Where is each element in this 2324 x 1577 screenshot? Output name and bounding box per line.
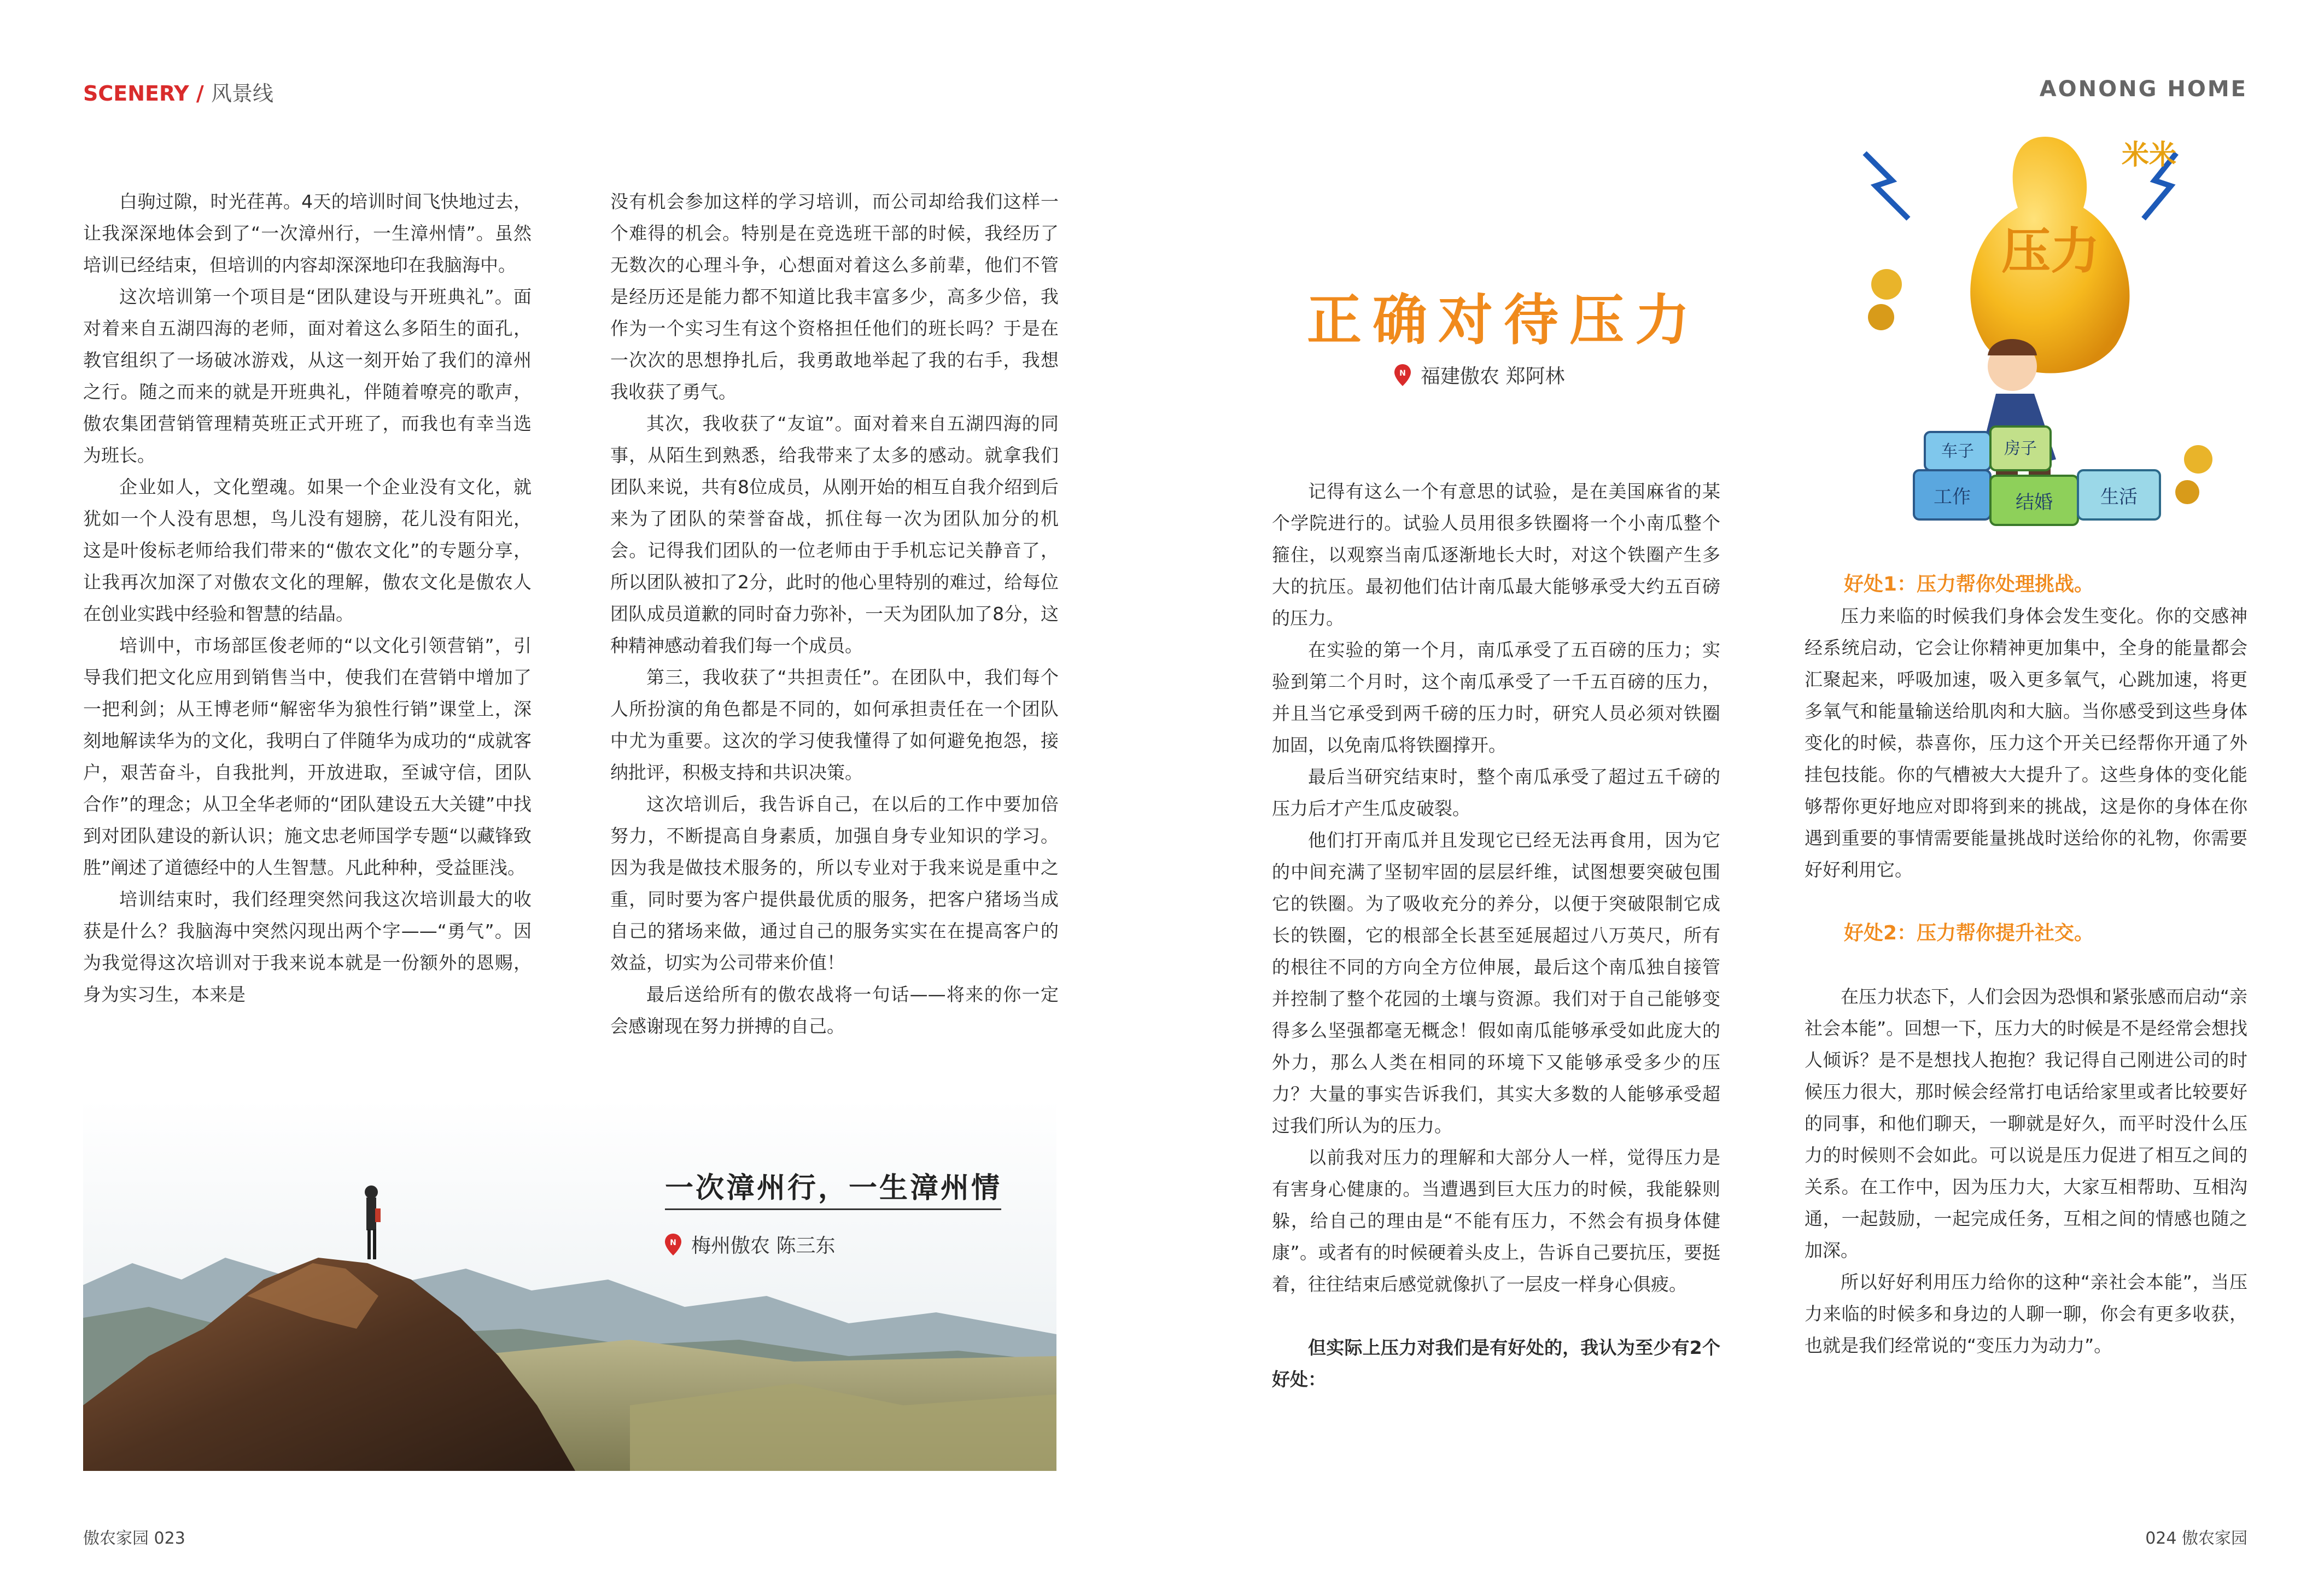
block-label: 车子: [1941, 442, 1974, 461]
paragraph: 最后当研究结束时，整个南瓜承受了超过五千磅的压力后才产生瓜皮破裂。: [1272, 766, 1720, 819]
section-label-en: SCENERY: [83, 81, 189, 106]
location-pin-icon: [665, 1234, 681, 1255]
article2-author: 福建傲农 郑阿林: [1421, 365, 1565, 388]
paragraph: 最后送给所有的傲农战将一句话——将来的你一定会感谢现在努力拼搏的自己。: [610, 984, 1059, 1037]
pressure-illustration: [1848, 120, 2231, 558]
article2-column2: [1805, 573, 2247, 1362]
paragraph: 所以好好利用压力给你的这种“亲社会本能”，当压力来临的时候多和身边的人聊一聊，你会有更多收获，也就是我们经常说的“变压力为动力”。: [1805, 1271, 2247, 1356]
svg-text:N: N: [1399, 369, 1406, 378]
section-label-cn: 风景线: [211, 81, 274, 106]
paragraph: 没有机会参加这样的学习培训，而公司却给我们这样一个难得的机会。特别是在竞选班干部的时候，我经历了无数次的心理斗争，心想面对着这么多前辈，他们不管是经历还是能力都不知道比我丰富多少，高多少倍，我作为一个实习生有这个资格担任他们的班长吗？于是在一次次的思想挣扎后，我勇敢地举起了我的右手，我想我收获了勇气。: [610, 191, 1059, 402]
page-number-right: 024 傲农家园: [2145, 1529, 2247, 1548]
article1-column1: [83, 186, 532, 1011]
spacer: [1805, 886, 2247, 918]
paragraph: 白驹过隙，时光荏苒。4天的培训时间飞快地过去，让我深深地体会到了“一次漳州行，一生漳州情”。虽然培训已经结束，但培训的内容却深深地印在我脑海中。: [83, 191, 532, 276]
paragraph: 第三，我收获了“共担责任”。在团队中，我们每个人所扮演的角色都是不同的，如何承担责任在一个团队中尤为重要。这次的学习使我懂得了如何避免抱怨，接纳批评，积极支持和共识决策。: [610, 667, 1059, 783]
svg-text:N: N: [670, 1238, 676, 1247]
article1-author: 梅州傲农 陈三东: [691, 1235, 836, 1257]
pressure-word: 压力: [2001, 223, 2100, 280]
paragraph: 在实验的第一个月，南瓜承受了五百磅的压力；实验到第二个月时，这个南瓜承受了一千五百磅的压力，并且当它承受到两千磅的压力时，研究人员必须对铁圈加固，以免南瓜将铁圈撑开。: [1272, 639, 1720, 756]
article1-title: 一次漳州行，一生漳州情: [665, 1172, 1002, 1205]
article2-column1: [1272, 476, 1720, 1395]
paragraph: 这次培训后，我告诉自己，在以后的工作中要加倍努力，不断提高自身素质，加强自身专业知识的学习。因为我是做技术服务的，所以专业对于我来说是重中之重，同时要为客户提供最优质的服务，把客户猪场当成自己的猪场来做，通过自己的服务实实在在提高客户的效益，切实为公司带来价值！: [610, 793, 1059, 973]
paragraph: 压力来临的时候我们身体会发生变化。你的交感神经系统启动，它会让你精神更加集中，全身的能量都会汇聚起来，呼吸加速，吸入更多氧气，心跳加速，将更多氧气和能量输送给肌肉和大脑。当你感受到这些身体变化的时候，恭喜你，压力这个开关已经帮你开通了外挂包技能。你的气槽被大大提升了。这些身体的变化能够帮你更好地应对即将到来的挑战，这是你的身体在你遇到重要的事情需要能量挑战时送给你的礼物，你需要好好利用它。: [1805, 605, 2247, 880]
article1-column2: [610, 186, 1059, 1042]
paragraph: 其次，我收获了“友谊”。面对着来自五湖四海的同事，从陌生到熟悉，给我带来了太多的感动。就拿我们团队来说，共有8位成员，从刚开始的相互自我介绍到后来为了团队的荣誉奋战，抓住每一次为团队加分的机会。记得我们团队的一位老师由于手机忘记关静音了，所以团队被扣了2分，此时的他心里特别的难过，给每位团队成员道歉的同时奋力弥补，一天为团队加了8分，这种精神感动着我们每一个成员。: [610, 413, 1059, 656]
benefit1-heading: 好处1：压力帮你处理挑战。: [1844, 573, 2094, 595]
paragraph: 记得有这么一个有意思的试验，是在美国麻省的某个学院进行的。试验人员用很多铁圈将一个小南瓜整个箍住，以观察当南瓜逐渐地长大时，对这个铁圈产生多大的抗压。最初他们估计南瓜最大能够承受大约五百磅的压力。: [1272, 481, 1720, 629]
paragraph: 他们打开南瓜并且发现它已经无法再食用，因为它的中间充满了坚韧牢固的层层纤维，试图想要突破包围它的铁圈。为了吸收充分的养分，以便于突破限制它成长的铁圈，它的根部全长甚至延展超过八万英尺，所有的根往不同的方向全方位伸展，最后这个南瓜独自接管并控制了整个花园的土壤与资源。我们对于自己能够变得多么坚强都毫无概念！假如南瓜能够承受如此庞大的外力，那么人类在相同的环境下又能够承受多少的压力？大量的事实告诉我们，其实大多数的人能够承受超过我们所认为的压力。: [1272, 830, 1720, 1136]
location-pin-icon: [1394, 364, 1411, 386]
magazine-name: AONONG HOME: [2039, 77, 2247, 102]
spacer: [1272, 1300, 1720, 1332]
article1-byline: [665, 1230, 835, 1258]
block-label: 工作: [1934, 486, 1971, 508]
title-underline: [665, 1208, 1001, 1210]
mountain-climber-photo: [83, 1099, 1056, 1471]
illustration-top-word: 米米: [2122, 139, 2176, 171]
paragraph-bold: 但实际上压力对我们是有好处的，我认为至少有2个好处：: [1272, 1337, 1720, 1390]
block-label: 房子: [2004, 439, 2037, 458]
article2-byline: [1394, 361, 1564, 389]
paragraph: 以前我对压力的理解和大部分人一样，觉得压力是有害身心健康的。当遭遇到巨大压力的时候，我能躲则躲，给自己的理由是“不能有压力，不然会有损身体健康”。或者有的时候硬着头皮上，告诉自己要抗压，要挺着，往往结束后感觉就像扒了一层皮一样身心俱疲。: [1272, 1147, 1720, 1295]
block-label: 生活: [2100, 486, 2138, 508]
paragraph: 培训结束时，我们经理突然问我这次培训最大的收获是什么？我脑海中突然闪现出两个字——“勇气”。因为我觉得这次培训对于我来说本就是一份额外的恩赐，身为实习生，本来是: [83, 889, 532, 1005]
paragraph: 培训中，市场部匡俊老师的“以文化引领营销”，引导我们把文化应用到销售当中，使我们在营销中增加了一把利剑；从王博老师“解密华为狼性行销”课堂上，深刻地解读华为的文化，我明白了伴随华为成功的“成就客户，艰苦奋斗，自我批判，开放进取，至诚守信，团队合作”的理念；从卫全华老师的“团队建设五大关键”中找到对团队建设的新认识；施文忠老师国学专题“以藏锋致胜”阐述了道德经中的人生智慧。凡此种种，受益匪浅。: [83, 635, 532, 878]
section-separator: /: [196, 81, 204, 106]
section-header: [83, 77, 273, 107]
paragraph: 这次培训第一个项目是“团队建设与开班典礼”。面对着来自五湖四海的老师，面对着这么多陌生的面孔，教官组织了一场破冰游戏，从这一刻开始了我们的漳州之行。随之而来的就是开班典礼，伴随着嘹亮的歌声，傲农集团营销管理精英班正式开班了，而我也有幸当选为班长。: [83, 286, 532, 466]
paragraph: 在压力状态下，人们会因为恐惧和紧张感而启动“亲社会本能”。回想一下，压力大的时候是不是经常会想找人倾诉？是不是想找人抱抱？我记得自己刚进公司的时候压力很大，那时候会经常打电话给家里或者比较要好的同事，和他们聊天，一聊就是好久，而平时没什么压力的时候则不会如此。可以说是压力促进了相互之间的关系。在工作中，因为压力大，大家互相帮助、互相沟通，一起鼓励，一起完成任务，互相之间的情感也随之加深。: [1805, 986, 2247, 1261]
benefit2-heading: 好处2：压力帮你提升社交。: [1844, 922, 2094, 944]
page-number-left: 傲农家园 023: [83, 1529, 185, 1548]
paragraph: 企业如人，文化塑魂。如果一个企业没有文化，就犹如一个人没有思想，鸟儿没有翅膀，花儿没有阳光，这是叶俊标老师给我们带来的“傲农文化”的专题分享，让我再次加深了对傲农文化的理解，傲农文化是傲农人在创业实践中经验和智慧的结晶。: [83, 476, 532, 624]
block-label: 结婚: [2016, 492, 2053, 513]
article2-title: 正确对待压力: [1307, 288, 1701, 352]
